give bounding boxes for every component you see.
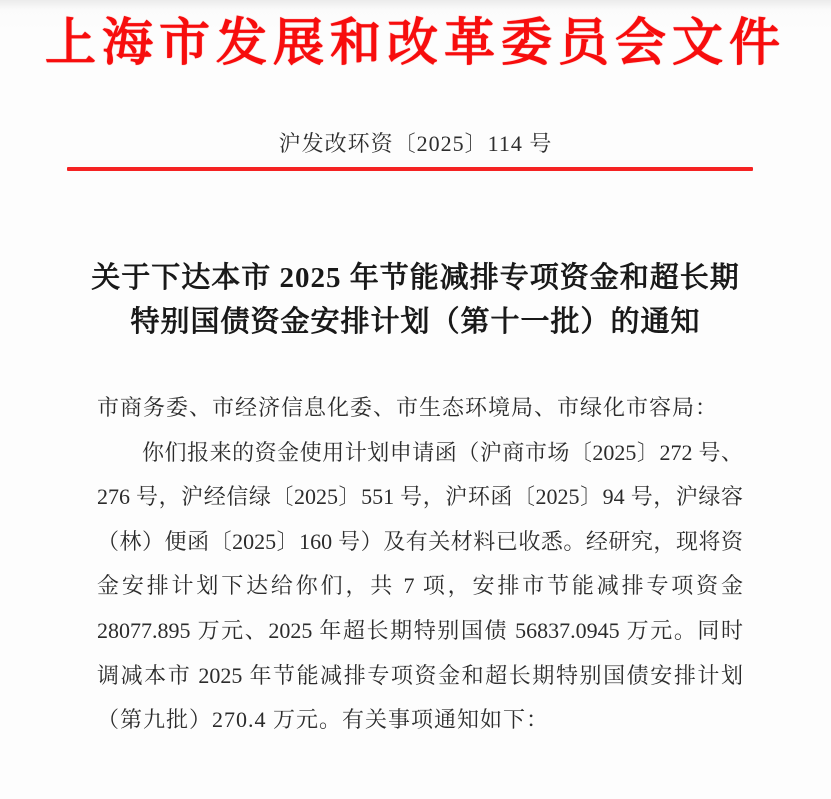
notice-title [0,256,831,344]
body-line: 调减本市 2025 年节能减排专项资金和超长期特别国债安排计划 [97,662,743,688]
body-line: （第九批）270.4 万元。有关事项通知如下： [97,707,550,733]
body-line: 金安排计划下达给你们，共 7 项，安排市节能减排专项资金 [97,573,743,599]
salutation-line: 市商务委、市经济信息化委、市生态环境局、市绿化市容局： [97,395,719,420]
red-separator-line [67,167,753,171]
body-line: 你们报来的资金使用计划申请函（沪商市场〔2025〕272 号、 [97,439,743,465]
body-line: 28077.895 万元、2025 年超长期特别国债 56837.0945 万元。同时 [97,617,743,643]
notice-title-line-1: 关于下达本市 2025 年节能减排专项资金和超长期 [91,262,740,294]
body-line: （林）便函〔2025〕160 号）及有关材料已收悉。经研究，现将资 [97,528,743,554]
notice-title-line-2: 特别国债资金安排计划（第十一批）的通知 [130,306,701,338]
body-line: 276 号，沪经信绿〔2025〕551 号，沪环函〔2025〕94 号，沪绿容 [97,484,743,510]
doc-number: 沪发改环资〔2025〕114 号 [278,131,553,156]
notice-body [97,386,743,743]
letterhead-title: 上海市发展和改革委员会文件 [44,16,786,72]
